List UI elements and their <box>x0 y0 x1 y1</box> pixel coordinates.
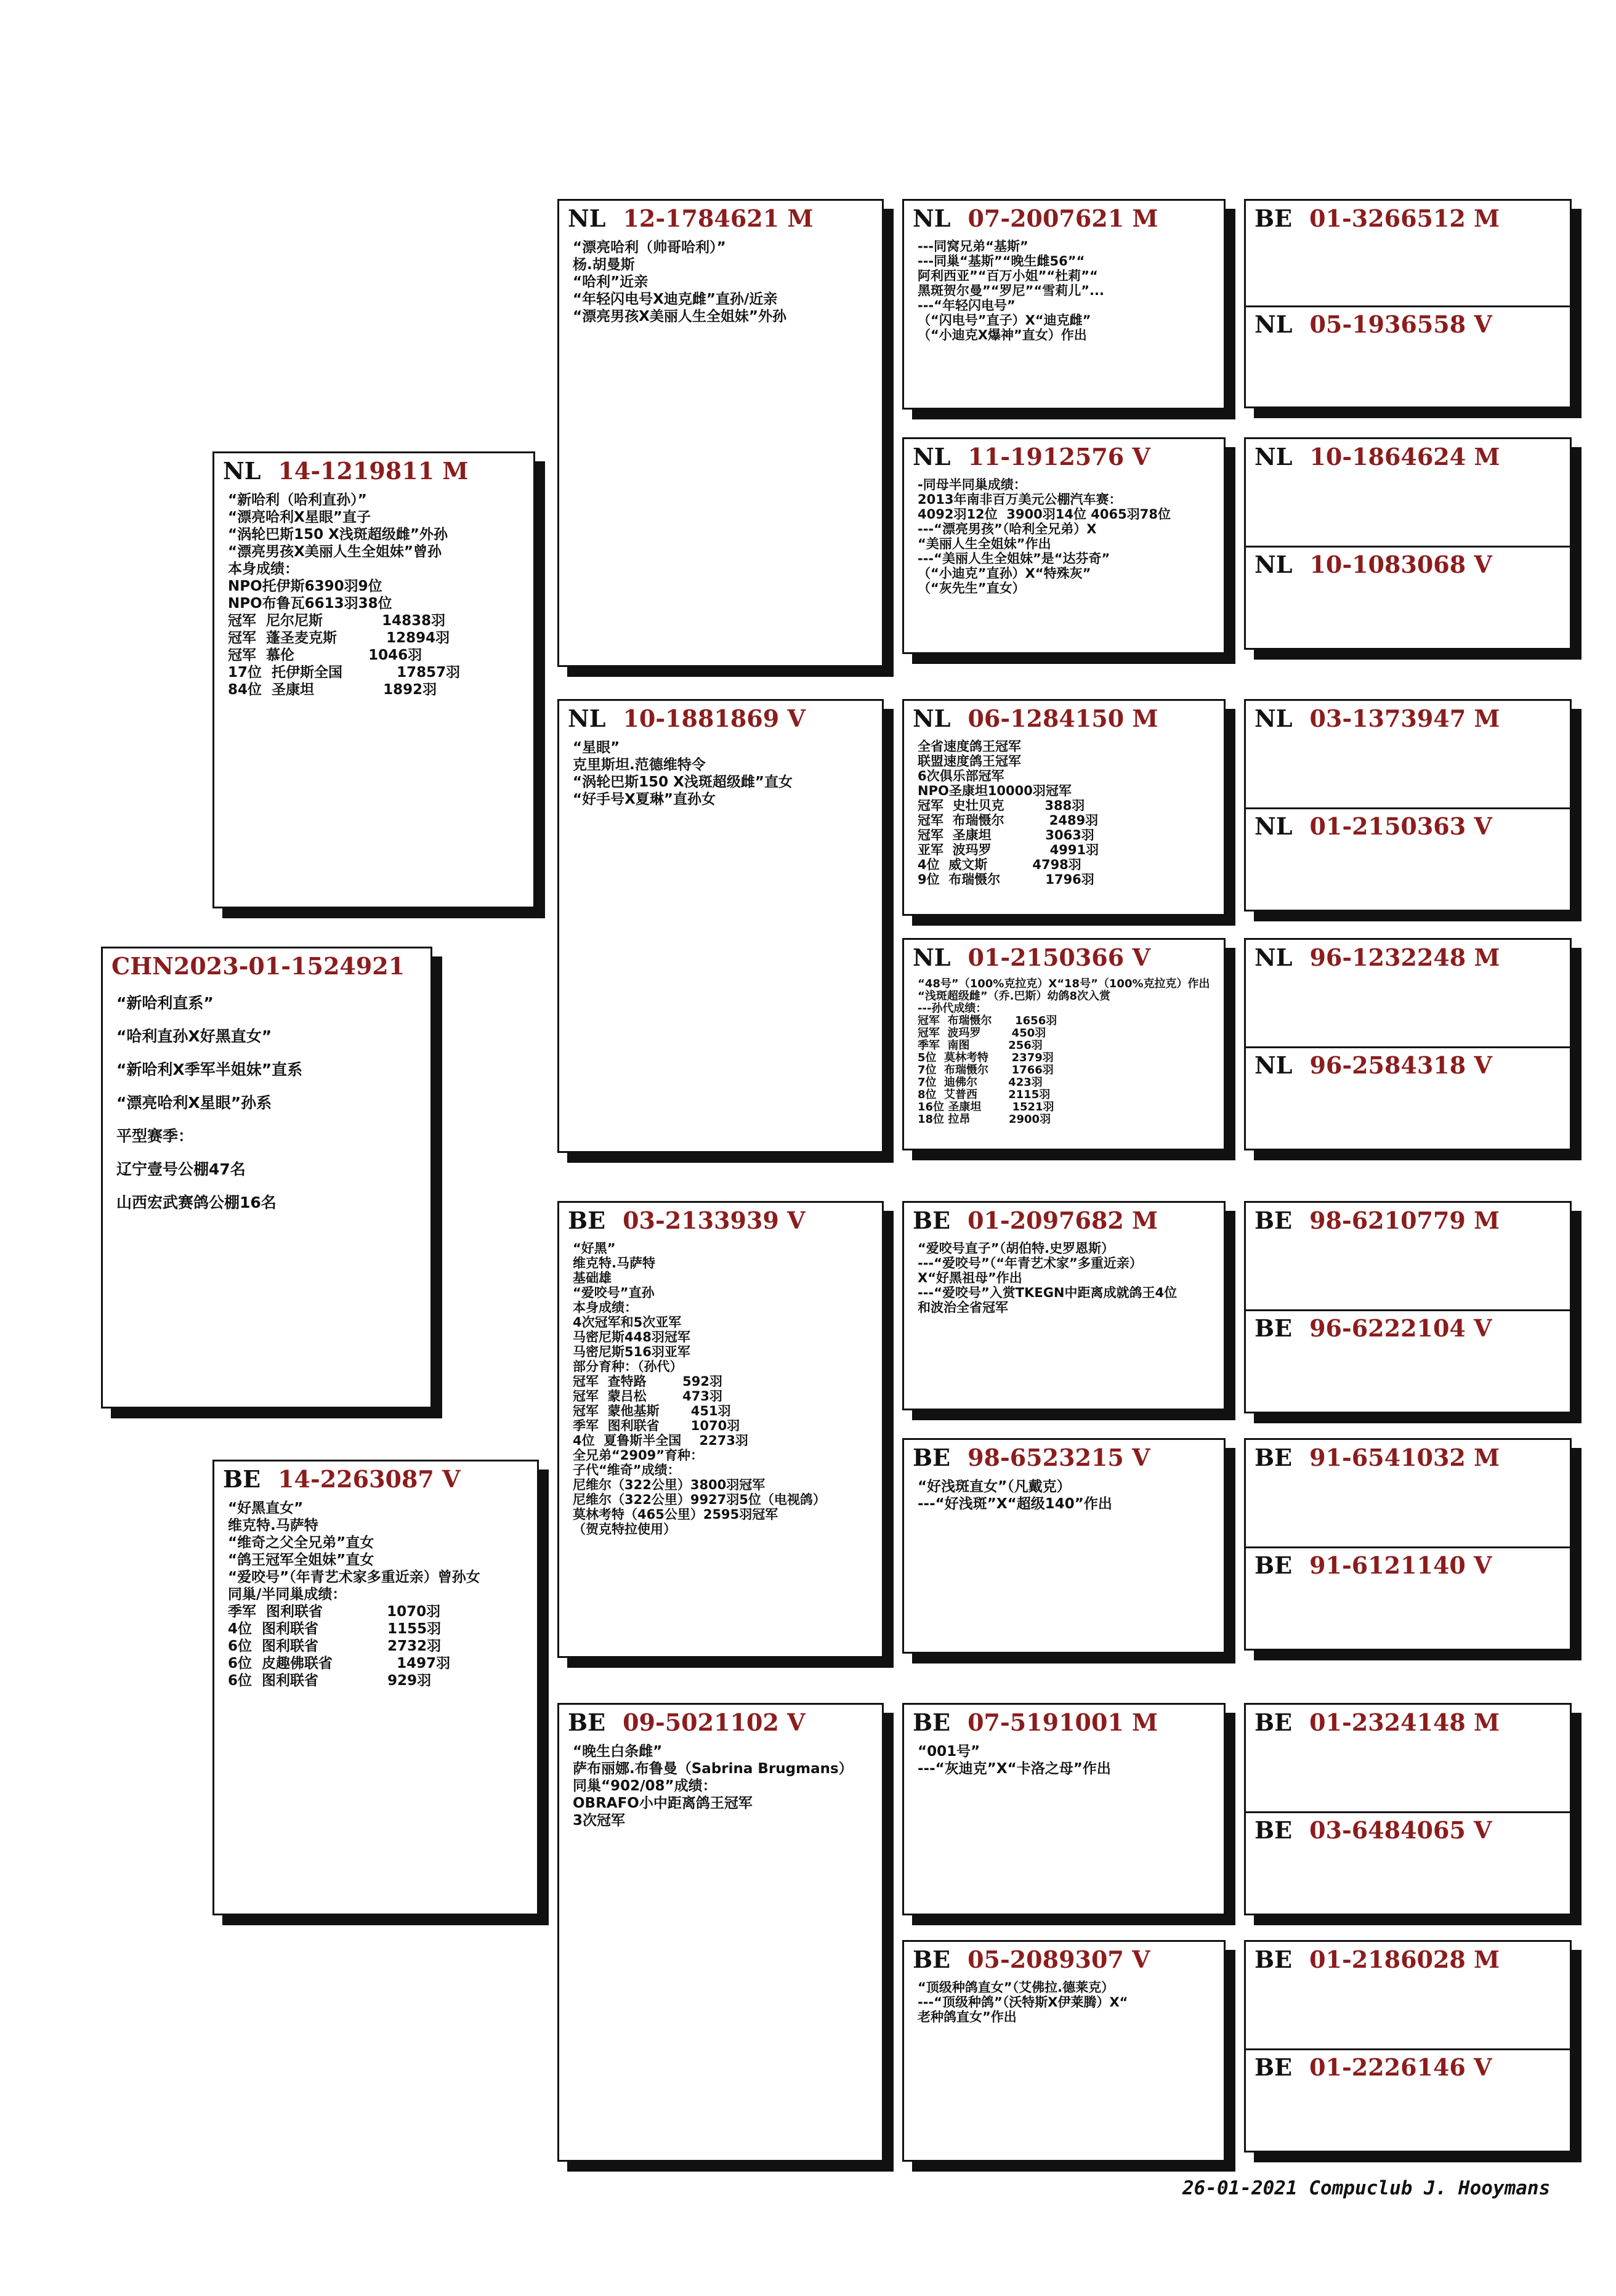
info-line: 亚军 波玛罗 4991羽 <box>918 843 1099 857</box>
sire-entry <box>1246 1203 1570 1235</box>
info-line: （“小迪克X爆神”直女）作出 <box>918 328 1087 342</box>
ring-number: 01-2186028 M <box>1309 1946 1500 1973</box>
info-line: 季军 南图 256羽 <box>918 1039 1043 1052</box>
info-line: 冠军 波玛罗 450羽 <box>918 1027 1046 1040</box>
ring-number: 07-2007621 M <box>968 204 1158 232</box>
info-line: 冠军 慕伦 1046羽 <box>228 647 422 663</box>
info-line: 冠军 圣康坦 3063羽 <box>918 828 1094 843</box>
info-line: 冠军 布瑞慑尔 1656羽 <box>918 1014 1057 1027</box>
info-line: 同巢“902/08”成绩： <box>573 1778 717 1794</box>
info-line: 冠军 尼尔尼斯 14838羽 <box>228 613 446 629</box>
card-lines <box>904 739 1224 887</box>
card-sds <box>902 699 1226 916</box>
info-line: 尼维尔（322公里）3800羽冠军 <box>573 1477 766 1492</box>
info-line: -同母半同巢成绩： <box>918 477 1027 492</box>
country-code: NL <box>1254 705 1293 732</box>
ring-number: 96-1232248 M <box>1309 944 1500 971</box>
info-line: 16位 圣康坦 1521羽 <box>918 1101 1054 1114</box>
info-line: 马密尼斯448羽冠军 <box>573 1330 690 1344</box>
card-sire <box>212 451 535 908</box>
card-subject <box>101 947 432 1409</box>
info-line: 全兄弟“2909”育种： <box>573 1448 704 1463</box>
country-code: NL <box>1254 310 1293 338</box>
info-line: NPO圣康坦10000羽冠军 <box>918 783 1072 798</box>
info-line: ---“灰迪克”X“卡洛之母”作出 <box>918 1761 1111 1777</box>
country-code: BE <box>1254 204 1293 232</box>
ring-number: 14-1219811 M <box>278 457 469 485</box>
info-line: “星眼” <box>573 740 620 756</box>
info-line: 平型赛季： <box>116 1127 194 1145</box>
info-line: 全省速度鸽王冠军 <box>918 739 1021 754</box>
info-line: 同巢/半同巢成绩： <box>228 1587 347 1603</box>
info-line: ---“顶级种鸽”（沃特斯X伊莱腾）X“ <box>918 1995 1128 2010</box>
card-ddd <box>902 1940 1226 2162</box>
card-lines <box>103 987 430 1219</box>
dam-entry <box>1246 307 1570 339</box>
card-dss <box>902 1201 1226 1410</box>
ring-number: 91-6121140 V <box>1309 1551 1492 1579</box>
ring-number: 91-6541032 M <box>1309 1444 1500 1471</box>
info-line: “新哈利直系” <box>116 994 214 1012</box>
dam-entry <box>1246 547 1570 579</box>
ring-number: 98-6523215 V <box>968 1444 1150 1471</box>
ring-number: 01-2150366 V <box>968 944 1150 971</box>
info-line: ---“好浅斑”X“超级140”作出 <box>918 1496 1112 1512</box>
sire-entry <box>1246 1440 1570 1472</box>
dam-entry <box>1246 2050 1570 2082</box>
info-line: 6位 图利联省 2732羽 <box>228 1638 442 1654</box>
country-code: BE <box>1254 1314 1293 1342</box>
info-line: “哈利”近亲 <box>573 274 648 290</box>
country-code: BE <box>1254 1551 1293 1579</box>
info-line: “鸽王冠军全姐妹”直女 <box>228 1552 374 1568</box>
card-gen4-pair <box>1244 1438 1572 1651</box>
info-line: “美丽人生全姐妹”作出 <box>918 536 1051 551</box>
ring-number: 10-1881869 V <box>623 705 806 732</box>
info-line: “好浅斑直女”（凡戴克） <box>918 1479 1071 1495</box>
card-dam <box>212 1460 539 1915</box>
ring-number: 03-6484065 V <box>1309 1816 1492 1844</box>
sire-entry <box>1246 1942 1570 1974</box>
info-line: 克里斯坦.范德维特令 <box>573 757 706 773</box>
card-gen4-pair <box>1244 1703 1572 1915</box>
info-line: 季军 图利联省 1070羽 <box>573 1418 740 1433</box>
card-lines <box>214 1500 537 1689</box>
info-line: 4位 图利联省 1155羽 <box>228 1621 442 1637</box>
card-lines <box>559 739 882 808</box>
ring-number: 01-2226146 V <box>1309 2053 1492 2081</box>
info-line: 子代“维奇”成绩： <box>573 1463 681 1477</box>
card-sss <box>902 199 1226 410</box>
card-lines <box>904 1241 1224 1315</box>
card-lines <box>904 1980 1224 2024</box>
card-dsd <box>902 1438 1226 1654</box>
info-line: 部分育种：（孙代） <box>573 1359 683 1374</box>
info-line: “48号”（100%克拉克）X“18号”（100%克拉克）作出 <box>918 977 1210 990</box>
info-line: 8位 艾普西 2115羽 <box>918 1088 1051 1101</box>
card-lines <box>904 1478 1224 1513</box>
info-line: 本身成绩： <box>228 561 299 577</box>
info-line: 本身成绩： <box>573 1300 637 1315</box>
country-code: NL <box>1254 1051 1293 1079</box>
sire-entry <box>1246 701 1570 733</box>
info-line: 6位 皮趣佛联省 1497羽 <box>228 1655 451 1671</box>
card-gen4-pair <box>1244 437 1572 650</box>
info-line: “维奇之父全兄弟”直女 <box>228 1535 374 1551</box>
country-code: BE <box>1254 1207 1293 1234</box>
info-line: 18位 拉昂 2900羽 <box>918 1113 1051 1126</box>
ring-number: 03-2133939 V <box>623 1207 806 1234</box>
info-line: NPO布鲁瓦6613羽38位 <box>228 596 392 612</box>
info-line: “爱咬号”直孙 <box>573 1285 655 1300</box>
dam-entry <box>1246 1048 1570 1080</box>
info-line: 冠军 查特路 592羽 <box>573 1374 722 1389</box>
info-line: （贺克特拉使用） <box>573 1522 676 1537</box>
country-code: BE <box>1254 1946 1293 1973</box>
ring-number: 05-2089307 V <box>968 1946 1150 1973</box>
info-line: 山西宏武赛鸽公棚16名 <box>116 1194 277 1211</box>
card-lines <box>559 239 882 325</box>
info-line: 老种鸽直女”作出 <box>918 2010 1017 2024</box>
ring-number: 96-2584318 V <box>1309 1051 1492 1079</box>
info-line: 维克特.马萨特 <box>228 1518 318 1534</box>
country-code: BE <box>1254 1816 1293 1844</box>
card-dam-sire <box>557 1201 884 1658</box>
info-line: 尼维尔（322公里）9927羽5位（电视鸽） <box>573 1492 826 1507</box>
info-line: 17位 托伊斯全国 17857羽 <box>228 665 461 681</box>
info-line: “爱咬号直子”（胡伯特.史罗恩斯） <box>918 1241 1115 1256</box>
info-line: 和波治全省冠军 <box>918 1300 1008 1315</box>
country-code: NL <box>568 705 606 732</box>
info-line: “新哈利（哈利直孙）” <box>228 492 367 508</box>
info-line: 冠军 史壮贝克 388羽 <box>918 798 1085 813</box>
info-line: 7位 布瑞慑尔 1766羽 <box>918 1064 1054 1077</box>
country-code: BE <box>1254 2053 1293 2081</box>
info-line: 维克特.马萨特 <box>573 1256 655 1271</box>
info-line: 冠军 布瑞慑尔 2489羽 <box>918 813 1099 828</box>
country-code: NL <box>568 204 606 232</box>
info-line: ---“爱咬号”（“年青艺术家”多重近亲） <box>918 1256 1142 1271</box>
ring-number: 01-2150363 V <box>1309 812 1492 840</box>
info-line: ---“美丽人生全姐妹”是“达芬奇” <box>918 551 1110 566</box>
info-line: 黑斑贺尔曼”“罗尼”“雪莉儿”... <box>918 283 1104 298</box>
ring-number: 01-2324148 M <box>1309 1708 1500 1736</box>
card-dds <box>902 1703 1226 1915</box>
dam-entry <box>1246 809 1570 841</box>
info-line: 6位 图利联省 929羽 <box>228 1673 432 1689</box>
country-code: NL <box>913 705 951 732</box>
sire-entry <box>1246 940 1570 972</box>
info-line: X“好黑祖母”作出 <box>918 1271 1022 1285</box>
sire-entry <box>1246 201 1570 233</box>
ring-number: 03-1373947 M <box>1309 705 1500 732</box>
country-code: BE <box>568 1708 606 1736</box>
card-dam-dam <box>557 1703 884 2162</box>
card-ssd <box>902 437 1226 654</box>
info-line: ---同巢“基斯”“晚生雌56”“ <box>918 254 1085 269</box>
country-code: BE <box>568 1207 606 1234</box>
card-lines <box>904 978 1224 1126</box>
info-line: “哈利直孙X好黑直女” <box>116 1027 272 1045</box>
footer-credit: 26-01-2021 Compuclub J. Hooymans <box>1182 2177 1551 2199</box>
info-line: 5位 莫林考特 2379羽 <box>918 1051 1054 1064</box>
card-lines <box>904 1743 1224 1777</box>
ring-number: 96-6222104 V <box>1309 1314 1492 1342</box>
ring-number: 11-1912576 V <box>968 443 1150 471</box>
country-code: BE <box>1254 1708 1293 1736</box>
info-line: 阿利西亚”“百万小姐”“杜莉”“ <box>918 269 1098 283</box>
info-line: 联盟速度鸽王冠军 <box>918 754 1021 769</box>
country-code: NL <box>1254 944 1293 971</box>
info-line: “好黑” <box>573 1241 616 1256</box>
info-line: “新哈利X季军半姐妹”直系 <box>116 1061 303 1078</box>
ring-number: 98-6210779 M <box>1309 1207 1500 1234</box>
info-line: ---同窝兄弟“基斯” <box>918 239 1028 254</box>
ring-number: 10-1083068 V <box>1309 551 1492 578</box>
info-line: “漂亮男孩X美丽人生全姐妹”外孙 <box>573 309 786 325</box>
info-line: 3次冠军 <box>573 1813 626 1829</box>
country-code: NL <box>913 204 951 232</box>
card-gen4-pair <box>1244 199 1572 408</box>
info-line: OBRAFO小中距离鸽王冠军 <box>573 1795 753 1811</box>
card-sire-dam <box>557 699 884 1153</box>
info-line: “爱咬号”（年青艺术家多重近亲）曾孙女 <box>228 1569 480 1585</box>
info-line: 6次俱乐部冠军 <box>918 769 1004 783</box>
info-line: 4092羽12位 3900羽14位 4065羽78位 <box>918 507 1171 522</box>
country-code: NL <box>223 457 261 485</box>
info-line: “好手号X夏琳”直孙女 <box>573 791 716 807</box>
ring-number: 10-1864624 M <box>1309 443 1500 471</box>
ring-number: 07-5191001 M <box>968 1708 1158 1736</box>
country-code: BE <box>913 1207 951 1234</box>
ring-number: CHN2023-01-1524921 <box>111 952 405 980</box>
country-code: NL <box>1254 812 1293 840</box>
card-sdd <box>902 938 1226 1150</box>
country-code: BE <box>913 1444 951 1471</box>
card-gen4-pair <box>1244 1201 1572 1413</box>
country-code: NL <box>1254 443 1293 471</box>
info-line: 冠军 蓬圣麦克斯 12894羽 <box>228 630 450 646</box>
info-line: 9位 布瑞慑尔 1796羽 <box>918 872 1094 887</box>
country-code: BE <box>1254 1444 1293 1471</box>
card-lines <box>214 491 533 698</box>
info-line: “001号” <box>918 1744 980 1760</box>
info-line: 莫林考特（465公里）2595羽冠军 <box>573 1507 778 1522</box>
ring-number: 09-5021102 V <box>623 1708 806 1736</box>
info-line: “漂亮哈利X星眼”直子 <box>228 509 371 525</box>
info-line: NPO托伊斯6390羽9位 <box>228 578 382 594</box>
country-code: BE <box>913 1708 951 1736</box>
card-lines <box>904 239 1224 342</box>
ring-number: 01-2097682 M <box>968 1207 1158 1234</box>
ring-number: 14-2263087 V <box>278 1465 461 1493</box>
info-line: 季军 图利联省 1070羽 <box>228 1604 441 1620</box>
country-code: BE <box>223 1465 261 1493</box>
info-line: 基础雄 <box>573 1271 612 1285</box>
info-line: ---“漂亮男孩”（哈利全兄弟）X <box>918 522 1097 536</box>
info-line: 4位 夏鲁斯半全国 2273羽 <box>573 1433 748 1448</box>
info-line: 4次冠军和5次亚军 <box>573 1315 682 1330</box>
sire-entry <box>1246 1705 1570 1737</box>
info-line: 冠军 蒙吕松 473羽 <box>573 1389 722 1404</box>
country-code: BE <box>913 1946 951 1973</box>
info-line: ---“年轻闪电号” <box>918 298 1016 313</box>
info-line: “顶级种鸽直女”（艾佛拉.德莱克） <box>918 1980 1115 1995</box>
info-line: 杨.胡曼斯 <box>573 257 635 273</box>
card-gen4-pair <box>1244 1940 1572 2152</box>
card-lines <box>559 1241 882 1537</box>
info-line: 84位 圣康坦 1892羽 <box>228 682 437 698</box>
info-line: “年轻闪电号X迪克雌”直孙/近亲 <box>573 291 778 307</box>
info-line: ---孙代成绩： <box>918 1002 987 1015</box>
info-line: “漂亮哈利X星眼”孙系 <box>116 1094 272 1112</box>
dam-entry <box>1246 1548 1570 1580</box>
info-line: 萨布丽娜.布鲁曼（Sabrina Brugmans） <box>573 1761 853 1777</box>
ring-number: 05-1936558 V <box>1309 310 1492 338</box>
dam-entry <box>1246 1311 1570 1343</box>
info-line: “晚生白条雌” <box>573 1744 663 1760</box>
sire-entry <box>1246 439 1570 471</box>
info-line: （“闪电号”直子）X“迪克雌” <box>918 313 1091 328</box>
dam-entry <box>1246 1813 1570 1845</box>
info-line: 2013年南非百万美元公棚汽车赛： <box>918 492 1122 507</box>
country-code: NL <box>913 443 951 471</box>
info-line: “好黑直女” <box>228 1500 304 1516</box>
info-line: 辽宁壹号公棚47名 <box>116 1160 246 1178</box>
info-line: “漂亮哈利（帅哥哈利）” <box>573 240 726 256</box>
ring-number: 06-1284150 M <box>968 705 1158 732</box>
info-line: 4位 威文斯 4798羽 <box>918 857 1081 872</box>
country-code: NL <box>913 944 951 971</box>
info-line: （“小迪克”直孙）X“特殊灰” <box>918 566 1091 581</box>
info-line: 冠军 蒙他基斯 451羽 <box>573 1404 731 1418</box>
info-line: “涡轮巴斯150 X浅斑超级雌”外孙 <box>228 527 448 543</box>
card-gen4-pair <box>1244 699 1572 912</box>
ring-number: 12-1784621 M <box>623 204 814 232</box>
card-gen4-pair <box>1244 938 1572 1150</box>
card-sire-sire <box>557 199 884 667</box>
info-line: “浅斑超级雌”（乔.巴斯）幼鸽8次入赏 <box>918 990 1111 1003</box>
info-line: “漂亮男孩X美丽人生全姐妹”曾孙 <box>228 544 442 560</box>
info-line: 马密尼斯516羽亚军 <box>573 1344 690 1359</box>
info-line: “涡轮巴斯150 X浅斑超级雌”直女 <box>573 774 793 790</box>
card-lines <box>904 477 1224 596</box>
card-lines <box>559 1743 882 1829</box>
ring-number: 01-3266512 M <box>1309 204 1500 232</box>
info-line: 7位 迪佛尔 423羽 <box>918 1076 1043 1089</box>
info-line: ---“爱咬号”入赏TKEGN中距离成就鸽王4位 <box>918 1285 1178 1300</box>
country-code: NL <box>1254 551 1293 578</box>
info-line: （“灰先生”直女） <box>918 581 1025 596</box>
